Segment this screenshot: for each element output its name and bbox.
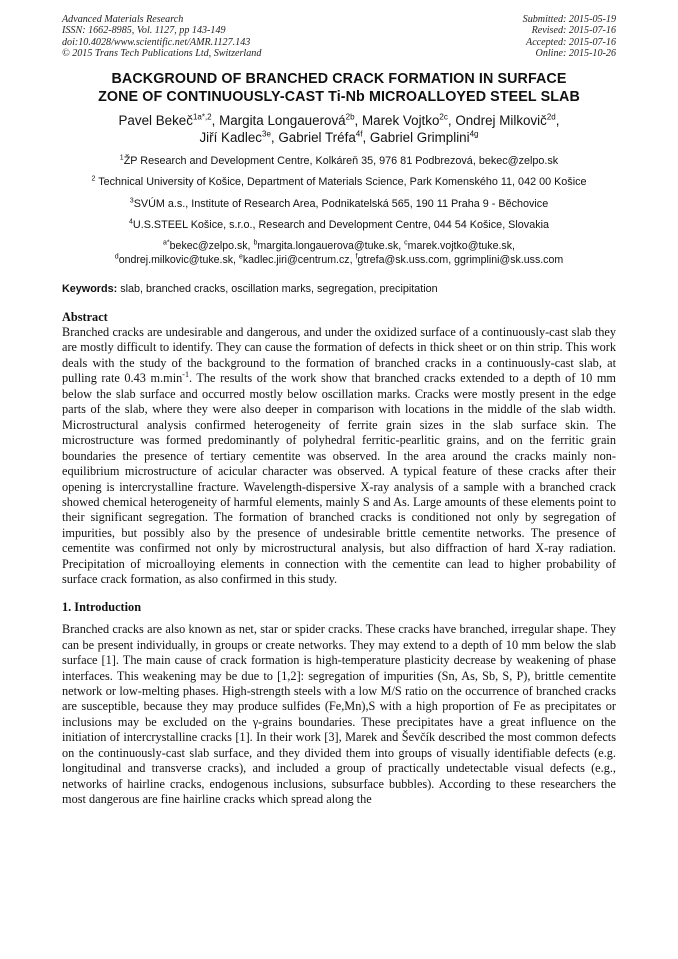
affiliation-1 [62,154,616,169]
email-text: marek.vojtko@tuke.sk, [407,239,515,252]
email-sup: c [404,239,408,247]
author-name: Marek Vojtko [362,112,440,128]
author-sup: 1a*,2 [192,112,212,122]
author-sep: , [270,130,279,146]
email-text: bekec@zelpo.sk, [169,239,254,252]
affiliation-text: Technical University of Košice, Department of Materials Science, Park Komenského 11, 042 00 Košice [95,176,587,189]
title-line-1: BACKGROUND OF BRANCHED CRACK FORMATION IN SURFACE [111,70,567,87]
authors-line-2 [62,129,616,147]
author-sup: 3e [262,129,271,139]
author-name: Gabriel Tréfa [278,130,356,146]
email-text: ondrej.milkovic@tuke.sk, [118,254,239,267]
email-text: kadlec.jiri@centrum.cz, [242,254,356,267]
author-list [62,112,616,147]
journal-issn: ISSN: 1662-8985, Vol. 1127, pp 143-149 [62,25,226,37]
date-accepted: Accepted: 2015-07-16 [526,36,616,48]
keywords-text: slab, branched cracks, oscillation marks, segregation, precipitation [117,282,438,295]
email-sup: a* [163,239,170,247]
introduction-text: Branched cracks are also known as net, star or spider cracks. These cracks have branched, irregular shape. They can be present individually, in groups or create networks. They may extend to a depth of 10 mm below the slab surface [1]. The main cause of crack formation is high-temperature plasticity decrease by weakening of phase interfaces. This weakening may be due to [1,2]: segregation of impurities (Sn, As, Sb, S, P), brittle cementite network or low-melting phases. High-strength steels with a low M/S ratio on the occurrence of branched cracks are susceptible, because they may produce sulfides (Fe,Mn),S with a high proportion of Fe as precipitates or inclusions may be excluded on the γ-grains boundaries. These precipitates have a great influence on the initiation of intercrystalline cracks [1]. In their work [3], Marek and Ševčík described the most common defects on the continuously-cast slab surface, and they divided them into groups of visually identifiable defects (e.g. longitudinal and transverse cracks), and included a group of practically undetectable visual defects (e.g., networks of hairline cracks, endogenous inclusions, subsurface bubbles). According to these researchers the most dangerous are fine hairline cracks which spread along the [62,622,616,807]
email-text: gtrefa@sk.uss.com, ggrimplini@sk.uss.com [357,254,564,267]
abstract-exponent: -1 [182,370,189,380]
author-sup: 4f [355,129,363,139]
email-text: margita.longauerova@tuke.sk, [257,239,405,252]
author-sup: 2d [546,112,556,122]
email-sup: d [114,253,119,261]
abstract-heading: Abstract [62,309,108,324]
author-name: Gabriel Grimplini [369,130,470,146]
journal-name: Advanced Materials Research [62,14,184,25]
journal-info [62,14,261,60]
email-sup: f [355,253,358,261]
abstract-text [62,325,616,588]
abstract-text-part-2: . The results of the work show that branched cracks extended to a depth of 10 mm below the slab surface and occurred mostly below oscillation marks. Cracks were mostly present in the edge parts of the slab, where they were also deeper in comparison with locations in the middle of the slab width. Microstructural analysis confirmed heterogeneity of ferrite grain sizes in the slab surface skin. The microstructure was formed predominantly of polyhedral ferritic-pearlitic grains, and on the ferritic grain boundaries the presence of tertiary cementite was observed. In the area around the cracks mainly non-equilibrium microstructure of acicular character was observed. A typical feature of these cracks after their opening is intercrystalline fracture. Wavelength-dispersive X-ray analysis of a sample with a branched crack showed chemical heterogeneity of harmful elements, mainly S and As. Large amounts of these elements point to their significant segregation. The formation of branched cracks is conditioned not only by segregation of impurities, but possibly also by the presence of undesirable brittle cementite networks. The presence of cementite was confirmed not only by microstructural analysis, but also diffraction of hard X-ray radiation. Precipitation of microalloying elements in connection with the cementite can lead to higher probability of surface crack formation, as also confirmed in this study. [62,371,616,587]
date-revised: Revised: 2015-07-16 [531,25,616,37]
email-sup: b [253,239,258,247]
affiliation-sup: 4 [129,218,133,226]
author-sep: , [211,112,220,128]
paper-title [62,70,616,107]
journal-header [62,14,616,60]
author-name: Jiří Kadlec [199,130,262,146]
author-name: Ondrej Milkovič [455,112,547,128]
journal-doi: doi:10.4028/www.scientific.net/AMR.1127.143 [62,36,251,48]
emails-line-1 [62,239,616,254]
author-sup: 2b [345,112,355,122]
affiliation-sup: 2 [91,175,96,183]
author-sup: 2c [439,112,448,122]
affiliation-3 [62,197,616,212]
keywords [62,282,616,296]
date-submitted: Submitted: 2015-05-19 [522,14,616,25]
publication-dates [523,14,616,60]
author-sup: 4g [469,129,479,139]
author-sep: , [354,112,362,128]
affiliation-sup: 1 [119,154,124,162]
affiliation-text: SVÚM a.s., Institute of Research Area, Podnikatelská 565, 190 11 Praha 9 - Běchovice [133,197,549,210]
affiliation-2 [62,175,616,190]
affiliation-4 [62,218,616,233]
author-sep: , [555,112,560,128]
author-sep: , [362,130,370,146]
introduction-heading: 1. Introduction [62,599,142,614]
author-emails [62,239,616,268]
abstract-text-part-1: Branched cracks are undesirable and dangerous, and under the oxidized surface of a continuously-cast slab they are mostly difficult to identify. They can cause the formation of defects in thick sheet or on thin strip. This work deals with the study of the background to the formation of branched cracks in a continuously-cast slab, at pulling rate 0.43 m.min [62,325,616,386]
authors-line-1 [62,112,616,130]
email-sup: e [238,253,243,261]
date-online: Online: 2015-10-26 [535,48,616,60]
journal-copyright: © 2015 Trans Tech Publications Ltd, Switzerland [62,48,262,60]
affiliation-sup: 3 [129,197,134,205]
emails-line-2 [62,253,616,268]
title-line-2: ZONE OF CONTINUOUSLY-CAST Ti-Nb MICROALLOYED STEEL SLAB [98,89,580,106]
keywords-label: Keywords: [62,282,118,295]
author-sep: , [447,112,456,128]
author-name: Pavel Bekeč [118,112,193,128]
author-name: Margita Longauerová [219,112,346,128]
affiliation-text: U.S.STEEL Košice, s.r.o., Research and Development Centre, 044 54 Košice, Slovakia [132,219,549,232]
affiliation-text: ŽP Research and Development Centre, Kolkáreň 35, 976 81 Podbrezová, bekec@zelpo.sk [123,154,559,167]
